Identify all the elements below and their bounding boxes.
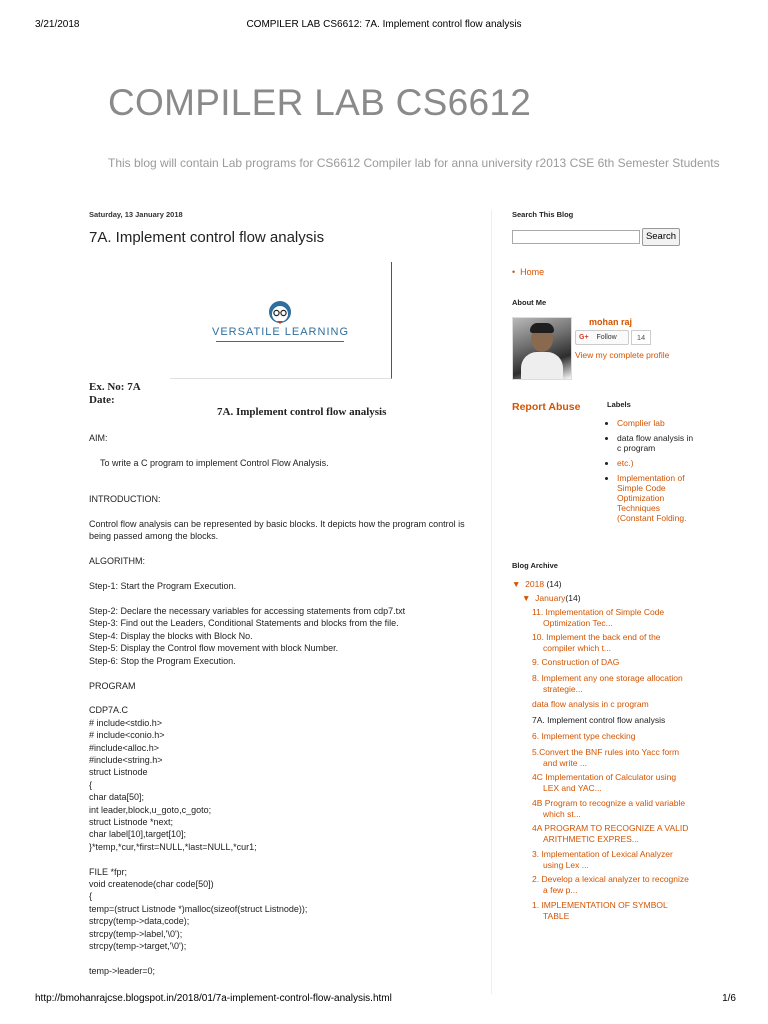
blog-description: This blog will contain Lab programs for CS6612 Compiler lab for anna university r2013 CSE 6th Semester Students <box>108 156 720 170</box>
code-filename: CDP7A.C <box>89 705 129 715</box>
archive-post-current: 7A. Implement control flow analysis <box>532 715 666 725</box>
column-divider <box>491 210 492 994</box>
search-heading: Search This Blog <box>512 210 574 219</box>
archive-post-link[interactable]: 4B Program to recognize a valid variable which st... <box>532 798 686 819</box>
aim-label: AIM: <box>89 433 108 443</box>
labels-heading: Labels <box>607 400 631 409</box>
code-line: { <box>89 891 93 901</box>
label-link[interactable]: Implementation of Simple Code Optimization Techniques (Constant Folding. <box>617 473 687 523</box>
report-abuse-link[interactable]: Report Abuse <box>512 401 581 413</box>
archive-post-link[interactable]: data flow analysis in c program <box>532 699 649 709</box>
print-page-number: 1/6 <box>722 993 736 1004</box>
label-item[interactable] <box>617 433 697 453</box>
about-heading: About Me <box>512 298 547 307</box>
code-line: # include<conio.h> <box>89 730 165 740</box>
code-line: # include<stdio.h> <box>89 718 163 728</box>
profile-avatar[interactable] <box>512 317 572 380</box>
code-line: temp->leader=0; <box>89 966 156 976</box>
archive-post-link[interactable]: 5.Convert the BNF rules into Yacc form and write ... <box>532 747 680 768</box>
code-line: #include<string.h> <box>89 755 163 765</box>
expand-arrow-icon[interactable]: ▼ <box>512 579 521 589</box>
intro-label: INTRODUCTION: <box>89 494 161 504</box>
archive-post-link[interactable]: 10. Implement the back end of the compiler which t... <box>532 632 661 653</box>
code-line: strcpy(temp->target,'\0'); <box>89 941 187 951</box>
labels-list <box>607 418 697 528</box>
archive-post-link[interactable]: 3. Implementation of Lexical Analyzer using Lex ... <box>532 849 673 870</box>
archive-month-toggle[interactable] <box>522 593 581 603</box>
archive-year-count: (14) <box>546 579 562 589</box>
step-4: Step-4: Display the blocks with Block No. <box>89 631 253 641</box>
blog-title[interactable]: COMPILER LAB CS6612 <box>108 82 532 123</box>
code-line: { <box>89 780 93 790</box>
label-item[interactable] <box>617 418 697 428</box>
aim-text: To write a C program to implement Control Flow Analysis. <box>100 458 329 468</box>
logo-text: VERSATILE LEARNING <box>212 326 349 338</box>
print-date: 3/21/2018 <box>35 19 80 30</box>
ex-no-block <box>89 381 141 407</box>
code-line: char data[50]; <box>89 792 145 802</box>
view-profile-link[interactable]: View my complete profile <box>575 350 670 360</box>
program-heading: 7A. Implement control flow analysis <box>217 406 387 418</box>
label-item[interactable] <box>617 458 697 468</box>
archive-post-link[interactable]: 6. Implement type checking <box>532 731 636 741</box>
follow-label: Follow <box>596 334 617 341</box>
code-line: char label[10],target[10]; <box>89 829 187 839</box>
code-line: struct Listnode *next; <box>89 817 174 827</box>
label-link[interactable]: Complier lab <box>617 418 665 428</box>
algorithm-label: ALGORITHM: <box>89 556 146 566</box>
logo-mascot-icon <box>266 299 294 327</box>
archive-year-toggle[interactable] <box>512 579 562 589</box>
label-link[interactable]: etc.) <box>617 458 634 468</box>
code-line: temp=(struct Listnode *)malloc(sizeof(struct Listnode)); <box>89 904 308 914</box>
ex-no: Ex. No: 7A <box>89 381 141 393</box>
step-2: Step-2: Declare the necessary variables for accessing statements from cdp7.txt <box>89 606 406 616</box>
archive-year[interactable]: 2018 <box>525 579 545 589</box>
archive-post-link[interactable]: 9. Construction of DAG <box>532 657 620 667</box>
archive-post-link[interactable]: 8. Implement any one storage allocation strategie... <box>532 673 683 694</box>
follow-button[interactable] <box>575 330 629 345</box>
step-6: Step-6: Stop the Program Execution. <box>89 656 236 666</box>
print-title: COMPILER LAB CS6612: 7A. Implement control flow analysis <box>246 19 522 30</box>
archive-post-link[interactable]: 4C Implementation of Calculator using LEX and YAC... <box>532 772 677 793</box>
archive-post-link[interactable]: 4A PROGRAM TO RECOGNIZE A VALID ARITHMETIC EXPRES... <box>532 823 689 844</box>
archive-post-link[interactable]: 2. Develop a lexical analyzer to recognize a few p... <box>532 874 689 895</box>
search-input[interactable] <box>512 230 640 244</box>
intro-line-1: Control flow analysis can be represented by basic blocks. It depicts how the program control is <box>89 519 465 529</box>
print-url: http://bmohanrajcse.blogspot.in/2018/01/7a-implement-control-flow-analysis.html <box>35 993 392 1004</box>
avatar-hair <box>530 323 554 333</box>
sidebar <box>512 210 712 921</box>
code-line: struct Listnode <box>89 767 148 777</box>
step-3: Step-3: Find out the Leaders, Conditional Statements and blocks from the file. <box>89 618 399 628</box>
label-item[interactable] <box>617 473 697 523</box>
bullet-icon: • <box>512 267 516 277</box>
follow-count: 14 <box>631 330 651 345</box>
code-line: strcpy(temp->label,'\0'); <box>89 929 183 939</box>
label-link[interactable]: data flow analysis in c program <box>617 433 694 453</box>
date-label: Date: <box>89 394 115 406</box>
post <box>89 210 469 976</box>
profile-name[interactable]: mohan raj <box>589 317 633 327</box>
search-button[interactable]: Search <box>642 228 680 246</box>
step-1: Step-1: Start the Program Execution. <box>89 581 237 591</box>
code-line: void createnode(char code[50]) <box>89 879 214 889</box>
avatar-body <box>521 352 563 379</box>
logo-underline <box>216 341 344 342</box>
step-5: Step-5: Display the Control flow movement with block Number. <box>89 643 339 653</box>
archive-month[interactable]: January <box>535 593 566 603</box>
program-label: PROGRAM <box>89 681 136 691</box>
code-line: }*temp,*cur,*first=NULL,*last=NULL,*cur1; <box>89 842 257 852</box>
nav-home-link[interactable] <box>512 267 544 277</box>
code-line: FILE *fpr; <box>89 867 128 877</box>
code-line: strcpy(temp->data,code); <box>89 916 190 926</box>
intro-line-2: being passed among the blocks. <box>89 531 219 541</box>
post-title[interactable]: 7A. Implement control flow analysis <box>89 229 325 246</box>
archive-heading: Blog Archive <box>512 561 558 570</box>
post-date: Saturday, 13 January 2018 <box>89 210 183 219</box>
archive-post-link[interactable]: 11. Implementation of Simple Code Optimization Tec... <box>532 607 665 628</box>
code-line: int leader,block,u_goto,c_goto; <box>89 805 212 815</box>
archive-post-link[interactable]: 1. IMPLEMENTATION OF SYMBOL TABLE <box>532 900 668 921</box>
google-plus-icon: G+ <box>579 334 589 341</box>
home-label: Home <box>520 267 545 277</box>
post-image[interactable] <box>170 262 392 379</box>
archive-month-count: (14) <box>565 593 581 603</box>
expand-arrow-icon[interactable]: ▼ <box>522 593 531 603</box>
code-line: #include<alloc.h> <box>89 743 160 753</box>
